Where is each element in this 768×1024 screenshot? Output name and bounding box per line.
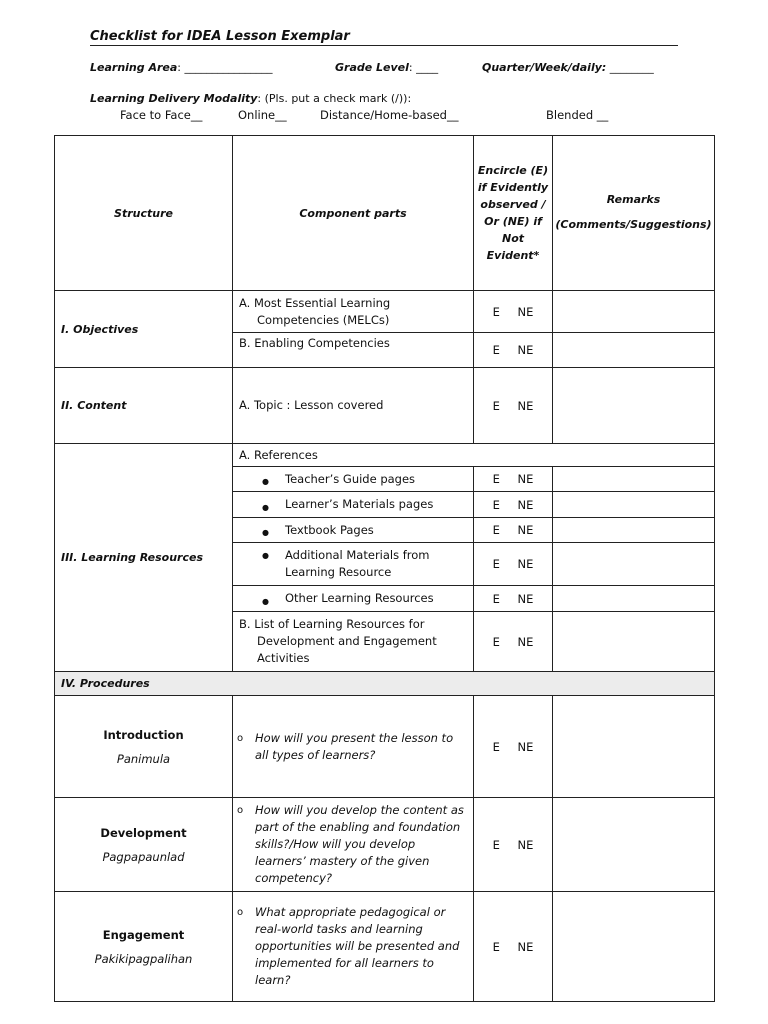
grade-level-blank: : ____ — [408, 61, 439, 74]
component-cell — [233, 291, 474, 333]
ene-cell[interactable]: E NE — [474, 892, 553, 1002]
ene-cell[interactable]: E NE — [474, 333, 553, 368]
modality-label: Learning Delivery Modality — [90, 92, 258, 105]
option-blended[interactable]: Blended __ — [546, 108, 609, 122]
question-cell — [233, 892, 474, 1002]
question-text: What appropriate pedagogical or real-world tasks and learning opportunities will be presented and implemented for all learners to learn? — [255, 905, 460, 987]
remarks-cell[interactable] — [553, 543, 715, 586]
ene-cell[interactable]: E NE — [474, 467, 553, 492]
ene-cell[interactable]: E NE — [474, 543, 553, 586]
question-cell — [233, 798, 474, 892]
phase-engagement — [55, 892, 233, 1002]
component-text: B. List of Learning Resources for Development and Engagement Activities — [239, 617, 437, 665]
learning-area-field[interactable] — [90, 61, 272, 74]
ene-cell[interactable]: E NE — [474, 518, 553, 543]
bullet-item: ● Other Learning Resources — [233, 586, 474, 612]
quarter-field[interactable] — [482, 61, 654, 74]
question-text: How will you develop the content as part of the enabling and foundation skills?/How will you develop learners’ mastery of the given competency? — [255, 803, 464, 885]
header-encircle: Encircle (E) if Evidently observed / Or (NE) if Not Evident* — [474, 136, 553, 291]
procedures-heading: IV. Procedures — [55, 672, 715, 696]
remarks-cell[interactable] — [553, 291, 715, 333]
option-distance[interactable]: Distance/Home-based__ — [320, 108, 459, 122]
table-row — [55, 798, 715, 892]
component-text: A. Most Essential Learning Competencies (MELCs) — [239, 295, 391, 327]
ene-cell[interactable]: E NE — [474, 492, 553, 518]
table-row — [55, 696, 715, 798]
header-component: Component parts — [233, 136, 474, 291]
modality-options — [120, 108, 680, 124]
grade-level-label: Grade Level — [335, 61, 409, 74]
component-text: B. Enabling Competencies — [239, 336, 390, 350]
circle-bullet-icon: o — [237, 907, 244, 918]
quarter-blank: ________ — [606, 61, 654, 74]
structure-objectives: I. Objectives — [55, 291, 233, 368]
ene-cell[interactable]: E NE — [474, 798, 553, 892]
remarks-cell[interactable] — [553, 798, 715, 892]
bullet-item: ● Additional Materials from Learning Resource — [233, 543, 474, 586]
component-cell — [233, 333, 474, 368]
ene-cell[interactable]: E NE — [474, 586, 553, 612]
remarks-cell[interactable] — [553, 333, 715, 368]
phase-filipino: Pakikipagpalihan — [94, 951, 193, 966]
structure-content: II. Content — [55, 368, 233, 444]
remarks-cell[interactable] — [553, 368, 715, 444]
learning-area-label: Learning Area — [90, 61, 178, 74]
remarks-cell[interactable] — [553, 467, 715, 492]
option-face-to-face[interactable]: Face to Face__ — [120, 108, 203, 122]
phase-english: Development — [100, 825, 187, 840]
ene-cell[interactable]: E NE — [474, 368, 553, 444]
header-row — [55, 136, 715, 291]
phase-filipino: Pagpapaunlad — [102, 849, 185, 864]
table-row — [55, 291, 715, 333]
phase-development — [55, 798, 233, 892]
phase-introduction — [55, 696, 233, 798]
question-text: How will you present the lesson to all types of learners? — [255, 730, 454, 762]
procedures-row — [55, 672, 715, 696]
option-online[interactable]: Online__ — [238, 108, 287, 122]
bullet-item: ● Textbook Pages — [233, 518, 474, 543]
question-cell — [233, 696, 474, 798]
table-row — [55, 892, 715, 1002]
remarks-cell[interactable] — [553, 492, 715, 518]
remarks-cell[interactable] — [553, 696, 715, 798]
ene-cell[interactable]: E NE — [474, 291, 553, 333]
circle-bullet-icon: o — [237, 805, 244, 816]
phase-filipino: Panimula — [116, 751, 171, 766]
phase-english: Engagement — [102, 927, 185, 942]
circle-bullet-icon: o — [237, 732, 244, 744]
structure-resources: III. Learning Resources — [55, 444, 233, 672]
ene-cell[interactable]: E NE — [474, 696, 553, 798]
remarks-subtitle: (Comments/Suggestions) — [555, 218, 712, 231]
bullet-item: ● Learner’s Materials pages — [233, 492, 474, 518]
remarks-cell[interactable] — [553, 518, 715, 543]
header-structure: Structure — [55, 136, 233, 291]
checklist-table — [54, 135, 715, 1002]
remarks-cell[interactable] — [553, 612, 715, 672]
table-row — [55, 368, 715, 444]
component-cell — [233, 612, 474, 672]
table-row — [55, 444, 715, 467]
ene-cell[interactable]: E NE — [474, 612, 553, 672]
modality-line — [90, 92, 411, 105]
phase-english: Introduction — [103, 727, 184, 742]
remarks-title: Remarks — [606, 193, 661, 206]
grade-level-field[interactable] — [335, 61, 438, 74]
remarks-cell[interactable] — [553, 586, 715, 612]
modality-instruction: : (Pls. put a check mark (/)): — [257, 92, 412, 105]
header-remarks — [553, 136, 715, 291]
learning-area-blank: : ________________ — [177, 61, 273, 74]
remarks-cell[interactable] — [553, 892, 715, 1002]
document-title: Checklist for IDEA Lesson Exemplar — [90, 29, 678, 46]
references-cell: A. References — [233, 444, 715, 467]
quarter-label: Quarter/Week/daily: — [482, 61, 607, 74]
component-cell: A. Topic : Lesson covered — [233, 368, 474, 444]
bullet-item: ● Teacher’s Guide pages — [233, 467, 474, 492]
meta-fields — [90, 61, 690, 77]
